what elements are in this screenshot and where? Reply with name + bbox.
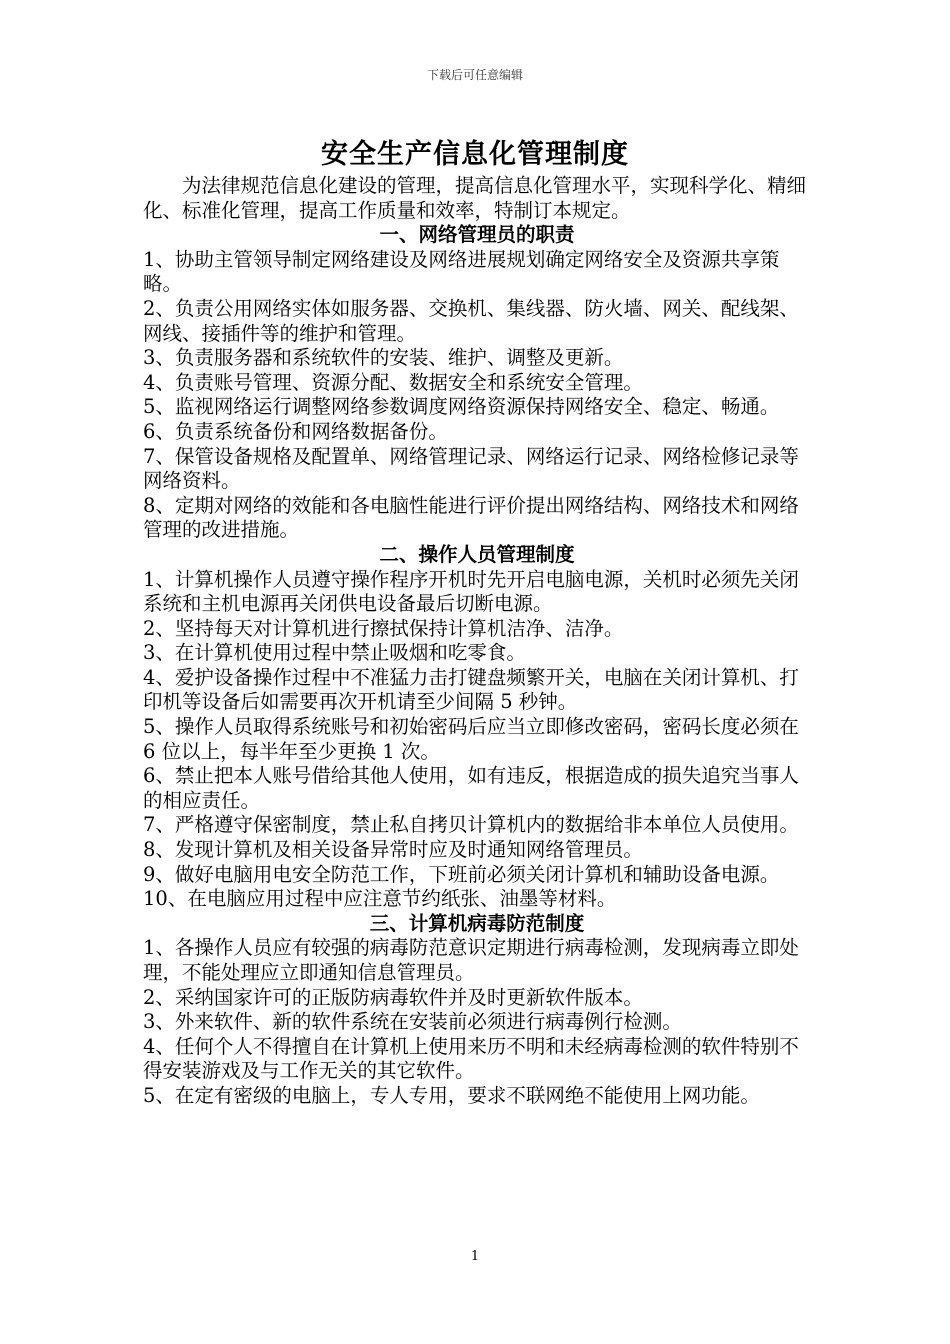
section-heading: 一、网络管理员的职责 <box>379 223 575 247</box>
list-item: 1、计算机操作人员遵守操作程序开机时先开启电脑电源，关机时必须先关闭系统和主机电源再关闭供电设备最后切断电源。 <box>143 567 799 616</box>
page-header-note: 下载后可任意编辑 <box>426 68 523 82</box>
list-item: 5、监视网络运行调整网络参数调度网络资源保持网络安全、稳定、畅通。 <box>143 395 780 419</box>
list-item: 5、操作人员取得系统账号和初始密码后应当立即修改密码，密码长度必须在 6 位以上，每半年至少更换 1 次。 <box>143 715 799 763</box>
document-body <box>143 174 811 1109</box>
section-network-admin <box>143 223 811 543</box>
page-number: 1 <box>470 1249 480 1264</box>
section-operator-rules <box>143 543 811 912</box>
document-title: 安全生产信息化管理制度 <box>321 139 629 170</box>
list-item: 4、爱护设备操作过程中不准猛力击打键盘频繁开关，电脑在关闭计算机、打印机等设备后如需要再次开机请至少间隔 5 秒钟。 <box>143 665 799 714</box>
section-heading: 三、计算机病毒防范制度 <box>369 911 585 935</box>
list-item: 5、在定有密级的电脑上，专人专用，要求不联网绝不能使用上网功能。 <box>143 1083 760 1107</box>
list-item: 1、协助主管领导制定网络建设及网络进展规划确定网络安全及资源共享策略。 <box>143 247 780 296</box>
section-heading: 二、操作人员管理制度 <box>379 542 575 566</box>
list-item: 2、采纳国家许可的正版防病毒软件并及时更新软件版本。 <box>143 985 643 1009</box>
list-item: 3、负责服务器和系统软件的安装、维护、调整及更新。 <box>143 346 624 370</box>
list-item: 4、负责账号管理、资源分配、数据安全和系统安全管理。 <box>143 370 643 394</box>
list-item: 2、负责公用网络实体如服务器、交换机、集线器、防火墙、网关、配线架、网线、接插件等的维护和管理。 <box>143 296 799 345</box>
list-item: 3、外来软件、新的软件系统在安装前必须进行病毒例行检测。 <box>143 1010 682 1034</box>
list-item: 1、各操作人员应有较强的病毒防范意识定期进行病毒检测，发现病毒立即处理，不能处理应立即通知信息管理员。 <box>143 936 799 984</box>
list-item: 3、在计算机使用过程中禁止吸烟和吃零食。 <box>143 641 526 665</box>
list-item: 6、负责系统备份和网络数据备份。 <box>143 419 448 443</box>
list-item: 8、定期对网络的效能和各电脑性能进行评价提出网络结构、网络技术和网络管理的改进措施。 <box>143 493 799 542</box>
list-item: 2、坚持每天对计算机进行擦拭保持计算机洁净、洁净。 <box>143 616 624 640</box>
list-item: 4、任何个人不得擅自在计算机上使用来历不明和未经病毒检测的软件特别不得安装游戏及与工作无关的其它软件。 <box>143 1034 799 1083</box>
list-item: 6、禁止把本人账号借给其他人使用，如有违反，根据造成的损失追究当事人的相应责任。 <box>143 764 799 812</box>
intro-paragraph: 为法律规范信息化建设的管理，提高信息化管理水平，实现科学化、精细化、标准化管理，提高工作质量和效率，特制订本规定。 <box>143 174 807 222</box>
list-item: 8、发现计算机及相关设备异常时应及时通知网络管理员。 <box>143 838 643 862</box>
section-virus-prevention <box>143 912 811 1109</box>
list-item: 10、在电脑应用过程中应注意节约纸张、油墨等材料。 <box>143 887 617 911</box>
list-item: 7、严格遵守保密制度，禁止私自拷贝计算机内的数据给非本单位人员使用。 <box>143 813 799 837</box>
list-item: 9、做好电脑用电安全防范工作，下班前必须关闭计算机和辅助设备电源。 <box>143 862 780 886</box>
list-item: 7、保管设备规格及配置单、网络管理记录、网络运行记录、网络检修记录等网络资料。 <box>143 444 799 493</box>
